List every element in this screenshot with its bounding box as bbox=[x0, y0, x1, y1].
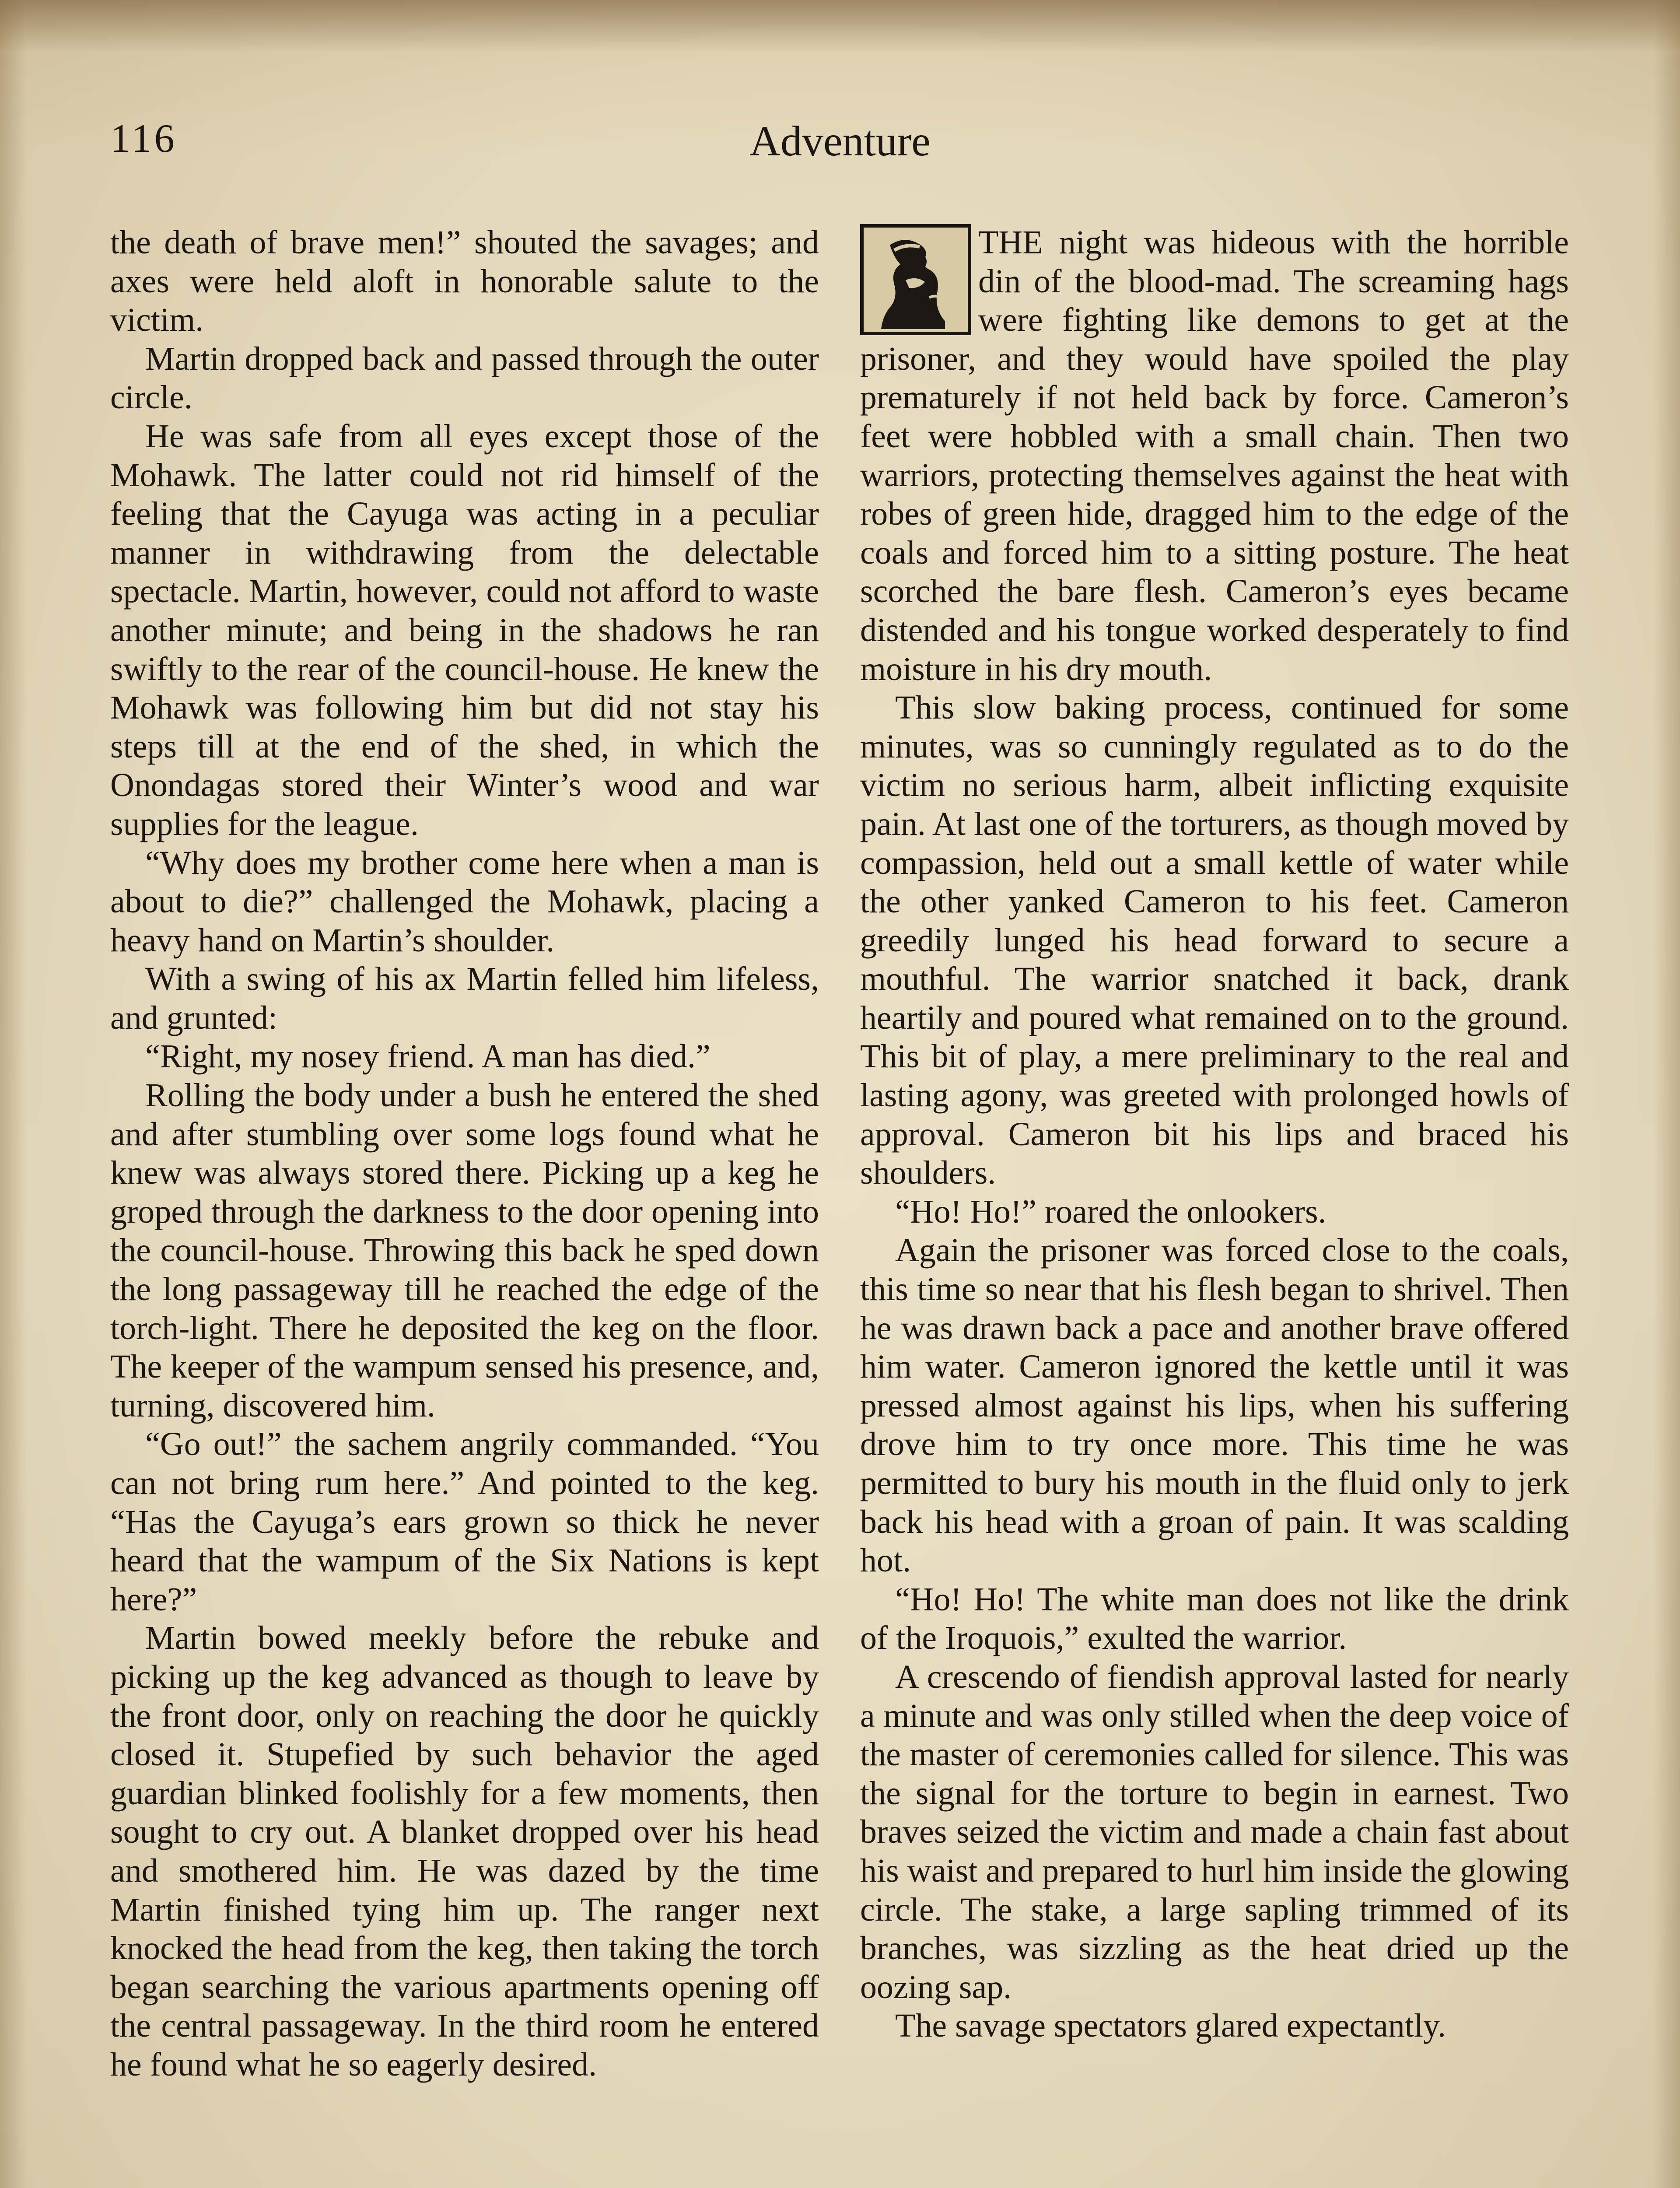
paragraph: THE night was hideous with the horrible din of the blood-mad. The screaming hags were fighting like demons to get at the prisoner, and they would have spoiled the play prematurely if not held back by force. Cameron’s feet were hobbled with a small chain. Then two warriors, protecting themselves against the heat with robes of green hide, dragged him to the edge of the coals and forced him to a sitting posture. The heat scorched the bare flesh. Cameron’s eyes became distended and his tongue worked desperately to find moisture in his dry mouth. bbox=[860, 224, 1569, 687]
paragraph: “Go out!” the sachem angrily commanded. “You can not bring rum here.” And pointed to the keg. “Has the Cayuga’s ears grown so thick he never heard that the wampum of the Six Nations is kept here?” bbox=[110, 1426, 819, 1618]
paragraph: This slow baking process, continued for some minutes, was so cunningly regulated as to do the victim no serious harm, albeit inflicting exquisite pain. At last one of the torturers, as though moved by compassion, held out a small kettle of water while the other yanked Cameron to his feet. Cameron greedily lunged his head forward to secure a mouthful. The warrior snatched it back, drank heartily and poured what remained on to the ground. This bit of play, a mere preliminary to the real and lasting agony, was greeted with prolonged howls of approval. Cameron bit his lips and braced his shoulders. bbox=[860, 689, 1569, 1192]
paragraph: “Why does my brother come here when a man is about to die?” challenged the Mohawk, placing a heavy hand on Martin’s shoulder. bbox=[110, 844, 819, 959]
paragraph: He was safe from all eyes except those of the Mohawk. The latter could not rid himself of the feeling that the Cayuga was acting in a peculiar manner in withdrawing from the delectable spectacle. Martin, however, could not afford to waste another minute; and being in the shadows he ran swiftly to the rear of the council-house. He knew the Mohawk was following him but did not stay his steps till at the end of the shed, in which the Onondagas stored their Winter’s wood and war supplies for the league. bbox=[110, 417, 819, 842]
page-right-edge bbox=[1654, 0, 1680, 2188]
right-column bbox=[860, 223, 1569, 2045]
page-number: 116 bbox=[110, 116, 177, 161]
paragraph: “Right, my nosey friend. A man has died.” bbox=[145, 1038, 710, 1075]
page-left-edge bbox=[0, 0, 26, 2188]
paragraph: A crescendo of fiendish approval lasted for nearly a minute and was only stilled when the deep voice of the master of ceremonies called for silence. This was the signal for the torture to begin in earnest. Two braves seized the victim and made a chain fast about his waist and prepared to hurl him inside the glowing circle. The stake, a large sapling trimmed of its branches, was sizzling as the heat dried up the oozing sap. bbox=[860, 1658, 1569, 2006]
paragraph: Martin bowed meekly before the rebuke and picking up the keg advanced as though to leave by the front door, only on reaching the door he quickly closed it. Stupefied by such behavior the aged guardian blinked foolishly for a few moments, then sought to cry out. A blanket dropped over his head and smothered him. He was dazed by the time Martin finished tying him up. The ranger next knocked the head from the keg, then taking the torch began searching the various apartments opening off the central passageway. In the third room he entered he found what he so eagerly desired. bbox=[110, 1620, 819, 2083]
paragraph: With a swing of his ax Martin felled him lifeless, and grunted: bbox=[110, 961, 819, 1036]
paragraph: “Ho! Ho!” roared the onlookers. bbox=[895, 1193, 1326, 1230]
page-top-shadow bbox=[0, 0, 1680, 53]
left-column bbox=[110, 223, 819, 2084]
running-head: Adventure bbox=[749, 118, 931, 165]
dropcap-illustration bbox=[864, 228, 968, 332]
paragraph: the death of brave men!” shouted the savages; and axes were held aloft in honorable salute to the victim. bbox=[110, 224, 819, 339]
paragraph: The savage spectators glared expectantly. bbox=[895, 2007, 1446, 2044]
paragraph: “Ho! Ho! The white man does not like the drink of the Iroquois,” exulted the warrior. bbox=[860, 1581, 1569, 1657]
paragraph: Again the prisoner was forced close to the coals, this time so near that his flesh began to shrivel. Then he was drawn back a pace and another brave offered him water. Cameron ignored the kettle until it was pressed almost against his lips, when his suffering drove him to try once more. This time he was permitted to bury his mouth in the fluid only to jerk back his head with a groan of pain. It was scalding hot. bbox=[860, 1232, 1569, 1579]
paragraph: Martin dropped back and passed through the outer circle. bbox=[110, 340, 819, 416]
illustrated-initial-T-icon bbox=[860, 224, 971, 335]
paragraph: Rolling the body under a bush he entered the shed and after stumbling over some logs found what he knew was always stored there. Picking up a keg he groped through the darkness to the door opening into the council-house. Throwing this back he sped down the long passageway till he reached the edge of the torch-light. There he deposited the keg on the floor. The keeper of the wampum sensed his presence, and, turning, discovered him. bbox=[110, 1077, 819, 1424]
